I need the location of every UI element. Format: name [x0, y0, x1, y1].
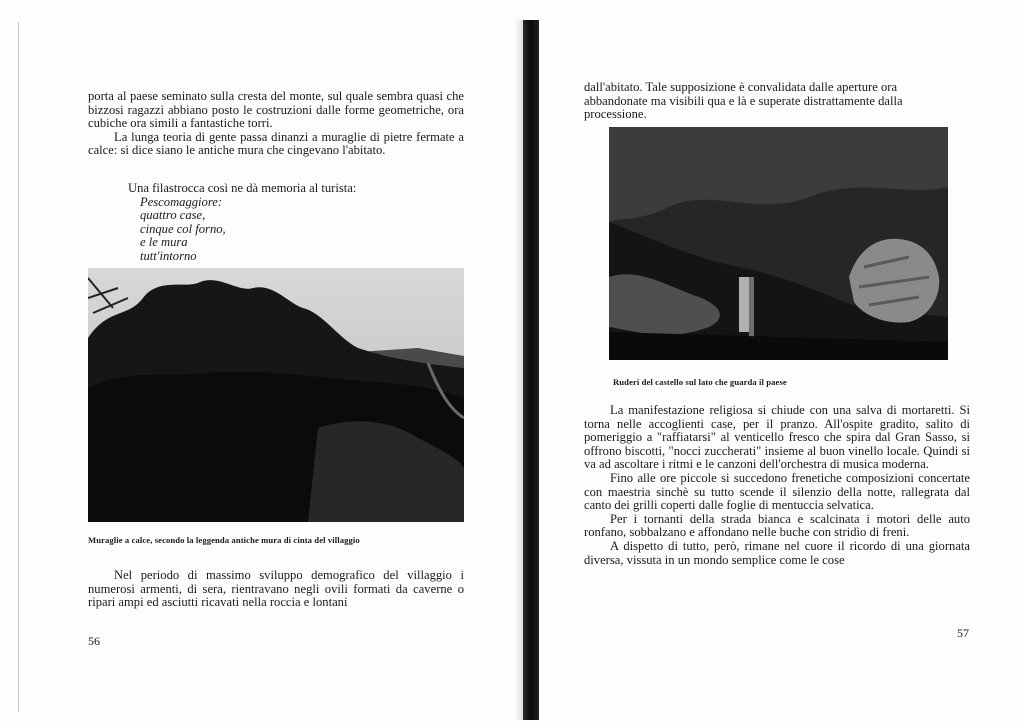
- gutter-shadow: [515, 20, 523, 720]
- page-number-right: 57: [957, 626, 969, 640]
- rhyme-line: e le mura: [140, 235, 188, 250]
- book-gutter: [523, 20, 539, 720]
- photo-castle-ruins: [609, 127, 948, 360]
- left-paragraph-2: La lunga teoria di gente passa dinanzi a muraglie di pietre fermate a calce: si dice siano le antiche mura che cingevano l'abitato.: [88, 129, 464, 158]
- rhyme-block: [128, 182, 448, 264]
- photo-walls-image: [88, 268, 464, 522]
- right-photo-caption: Ruderi del castello sul lato che guarda il paese: [613, 377, 787, 387]
- rhyme-intro: Una filastrocca così ne dà memoria al turista:: [128, 181, 357, 195]
- page-number-left: 56: [88, 634, 100, 648]
- photo-walls: [88, 268, 464, 522]
- right-text-top: [584, 81, 960, 122]
- rhyme-line: tutt'intorno: [140, 248, 197, 263]
- rhyme-line: cinque col forno,: [140, 221, 226, 236]
- right-paragraph-4: A dispetto di tutto, però, rimane nel cuore il ricordo di una giornata diversa, vissuta in un mondo semplice come le cose: [584, 538, 970, 567]
- left-text-top: [88, 90, 464, 158]
- rhyme-line: quattro case,: [140, 208, 206, 223]
- right-page: [540, 0, 1024, 728]
- left-text-bottom: [88, 569, 464, 610]
- right-paragraph-1: La manifestazione religiosa si chiude con una salva di mortaretti. Si torna nelle accoglienti case, per il pranzo. All'ospite gradito, salito di pomeriggio a "raffiatarsi" al venticello fresco che spira dal Gran Sasso, si offrono biscotti, "nocci zuccherati" insieme al buon vinello locale. Quindi si va ad ascoltare i ritmi e le canzoni dell'orchestra di musica moderna.: [584, 403, 970, 472]
- rhyme-line: Pescomaggiore:: [140, 194, 223, 209]
- right-text-body: [584, 404, 970, 567]
- right-paragraph-top: dall'abitato. Tale supposizione è convalidata dalle aperture ora abbandonate ma visibili qua e là e superate distrattamente dalla processione.: [584, 80, 903, 122]
- photo-castle-ruins-image: [609, 127, 948, 360]
- left-paragraph-3: Nel periodo di massimo sviluppo demografico del villaggio i numerosi armenti, di sera, rientravano negli ovili formati da caverne o ripari ampi ed asciutti ricavati nella roccia e lontani: [88, 568, 464, 610]
- left-paragraph-1: porta al paese seminato sulla cresta del monte, sul quale sembra quasi che bizzosi ragazzi abbiano posto le costruzioni dalle forme geometriche, ora cubiche ora simili a fantastiche torri.: [88, 89, 464, 131]
- right-paragraph-2: Fino alle ore piccole si succedono frenetiche composizioni concertate con maestria sinchè su tutto scende il silenzio della notte, rallegrata dal canto dei grilli coperti dalle foglie di mentuccia selvatica.: [584, 470, 970, 513]
- right-paragraph-3: Per i tornanti della strada bianca e scalcinata i motori delle auto ronfano, sobbalzano e affondano nelle buche con stridìo di freni.: [584, 511, 970, 540]
- left-photo-caption: Muraglie a calce, secondo la leggenda antiche mura di cinta del villaggio: [88, 535, 360, 545]
